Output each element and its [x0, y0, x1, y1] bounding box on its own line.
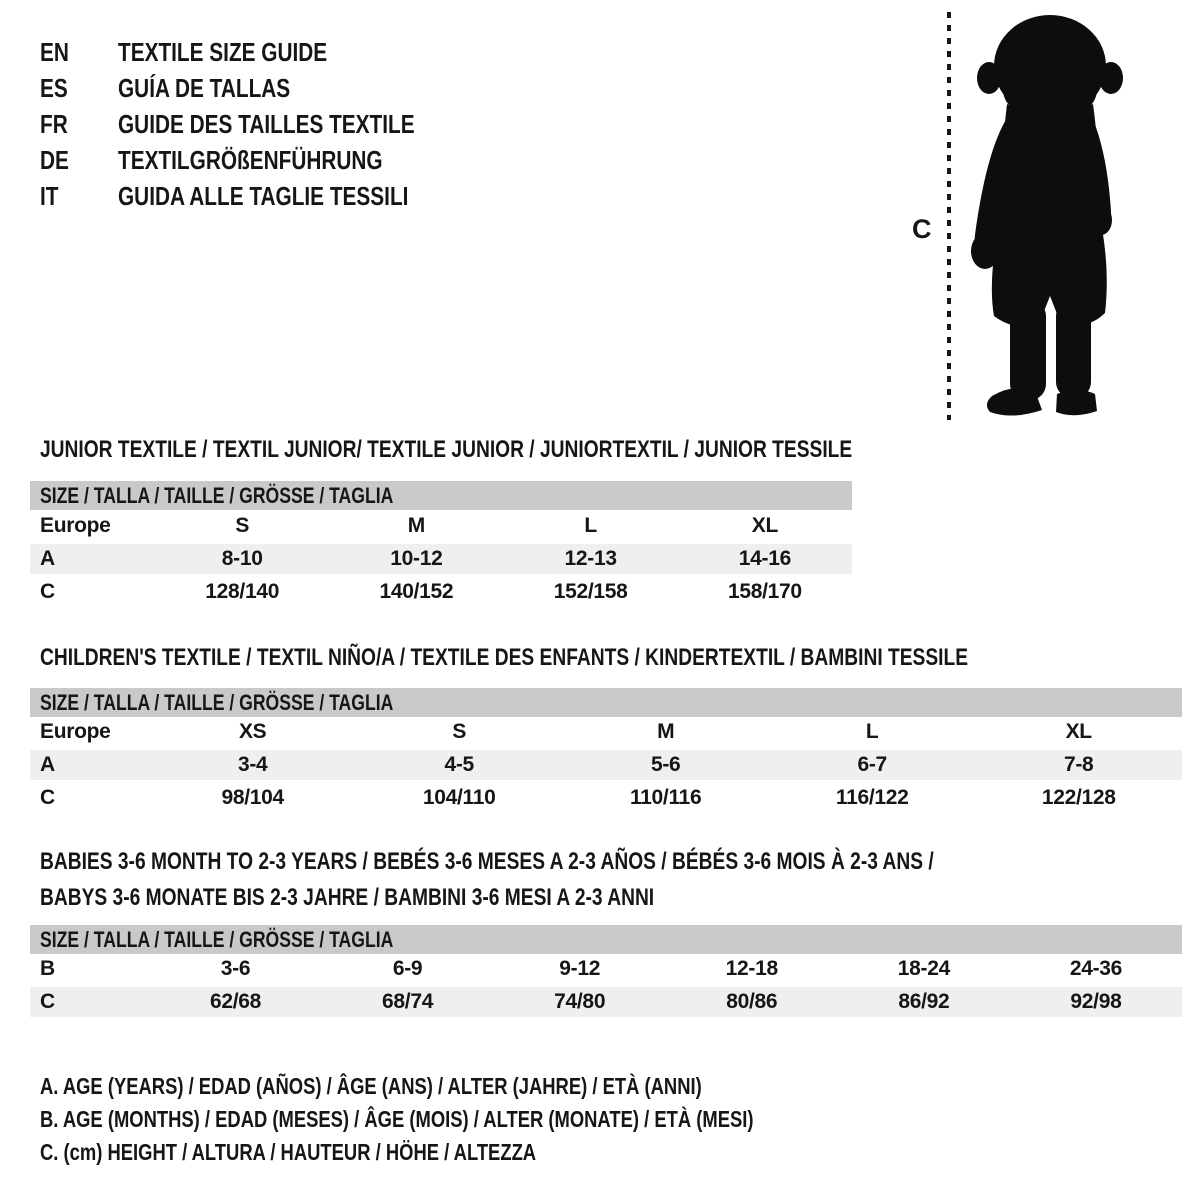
table-cell: 12-18: [725, 957, 778, 980]
language-row: [40, 178, 489, 214]
column-header: M: [407, 514, 425, 537]
table-cell: 3-4: [149, 750, 356, 780]
legend-line-b: B. AGE (MONTHS) / EDAD (MESES) / ÂGE (MOIS) / ALTER (MONATE) / ETÀ (MESI): [40, 1106, 754, 1132]
language-code: IT: [40, 181, 59, 211]
table-row: [30, 987, 1182, 1017]
table-header-row: [30, 717, 1182, 747]
column-header: XL: [1065, 720, 1092, 743]
column-header: M: [657, 720, 675, 743]
table-cell: 140/152: [379, 580, 454, 603]
table-cell: 104/110: [422, 786, 496, 809]
table-row: [30, 783, 1182, 813]
junior-section-title: JUNIOR TEXTILE / TEXTIL JUNIOR/ TEXTILE JUNIOR / JUNIORTEXTIL / JUNIOR TESSILE: [40, 436, 853, 463]
language-code: EN: [40, 37, 69, 67]
column-header: XS: [238, 720, 267, 743]
column-header: Europe: [40, 720, 111, 743]
table-cell: 152/158: [553, 580, 628, 603]
column-header: S: [452, 720, 467, 743]
table-cell: 80/86: [666, 987, 838, 1017]
row-label: C: [40, 580, 55, 603]
row-label: C: [30, 987, 149, 1017]
table-cell: 92/98: [1010, 987, 1182, 1017]
table-header-row: [30, 511, 852, 541]
table-cell: 4-5: [356, 750, 563, 780]
babies-section-title-line2: BABYS 3-6 MONATE BIS 2-3 JAHRE / BAMBINI 3-6 MESI A 2-3 ANNI: [40, 884, 655, 911]
row-label: A: [30, 750, 149, 780]
junior-size-header-bar: SIZE / TALLA / TAILLE / GRÖSSE / TAGLIA: [30, 481, 852, 510]
table-cell: 128/140: [205, 580, 280, 603]
figure-measure-label: C: [912, 214, 932, 244]
table-row: [30, 577, 852, 607]
row-label: A: [30, 544, 155, 574]
table-cell: 24-36: [1069, 957, 1123, 980]
language-row: [40, 142, 489, 178]
children-section-title: CHILDREN'S TEXTILE / TEXTIL NIÑO/A / TEXTILE DES ENFANTS / KINDERTEXTIL / BAMBINI TESSILE: [40, 644, 969, 671]
table-cell: 98/104: [221, 786, 284, 809]
column-header: XL: [751, 514, 778, 537]
table-cell: 68/74: [322, 987, 494, 1017]
language-row: [40, 34, 489, 70]
language-header: [40, 34, 489, 214]
table-cell: 9-12: [559, 957, 601, 980]
column-header: S: [235, 514, 250, 537]
legend: [40, 1070, 932, 1169]
children-table: [30, 714, 1182, 816]
table-cell: 158/170: [727, 580, 802, 603]
language-row: [40, 106, 489, 142]
guide-title: GUÍA DE TALLAS: [118, 73, 291, 103]
table-row: [30, 750, 1182, 780]
row-label: C: [40, 786, 55, 809]
language-code: FR: [40, 109, 68, 139]
guide-title: TEXTILE SIZE GUIDE: [118, 37, 328, 67]
guide-title: GUIDE DES TAILLES TEXTILE: [118, 109, 415, 139]
height-measure-line: [947, 12, 951, 420]
children-size-header-bar: SIZE / TALLA / TAILLE / GRÖSSE / TAGLIA: [30, 688, 1182, 717]
table-cell: 6-9: [392, 957, 423, 980]
table-cell: 86/92: [838, 987, 1010, 1017]
guide-title: TEXTILGRÖßENFÜHRUNG: [118, 145, 383, 175]
column-header: L: [865, 720, 879, 743]
table-cell: 122/128: [1041, 786, 1116, 809]
table-cell: 12-13: [504, 544, 678, 574]
table-row: [30, 954, 1182, 984]
table-cell: 5-6: [562, 750, 769, 780]
legend-line-c: C. (cm) HEIGHT / ALTURA / HAUTEUR / HÖHE / ALTEZZA: [40, 1139, 537, 1165]
language-code: DE: [40, 145, 69, 175]
table-cell: 110/116: [629, 786, 702, 809]
babies-section-title-line1: BABIES 3-6 MONTH TO 2-3 YEARS / BEBÉS 3-6 MESES A 2-3 AÑOS / BÉBÉS 3-6 MOIS À 2-3 ANS /: [40, 848, 934, 875]
guide-title: GUIDA ALLE TAGLIE TESSILI: [118, 181, 409, 211]
table-cell: 116/122: [835, 786, 909, 809]
table-cell: 10-12: [329, 544, 503, 574]
babies-table: [30, 951, 1182, 1020]
babies-size-header-bar: SIZE / TALLA / TAILLE / GRÖSSE / TAGLIA: [30, 925, 1182, 954]
table-cell: 8-10: [155, 544, 329, 574]
language-code: ES: [40, 73, 68, 103]
table-cell: 14-16: [678, 544, 852, 574]
junior-table: [30, 508, 852, 610]
table-cell: 18-24: [897, 957, 950, 980]
column-header: Europe: [40, 514, 111, 537]
table-cell: 3-6: [220, 957, 251, 980]
table-row: [30, 544, 852, 574]
column-header: L: [584, 514, 597, 537]
language-row: [40, 70, 489, 106]
table-cell: 6-7: [769, 750, 976, 780]
toddler-silhouette: [962, 12, 1140, 418]
table-cell: 74/80: [494, 987, 666, 1017]
table-cell: 7-8: [975, 750, 1182, 780]
row-label: B: [40, 957, 55, 980]
table-cell: 62/68: [149, 987, 321, 1017]
legend-line-a: A. AGE (YEARS) / EDAD (AÑOS) / ÂGE (ANS) / ALTER (JAHRE) / ETÀ (ANNI): [40, 1073, 702, 1099]
